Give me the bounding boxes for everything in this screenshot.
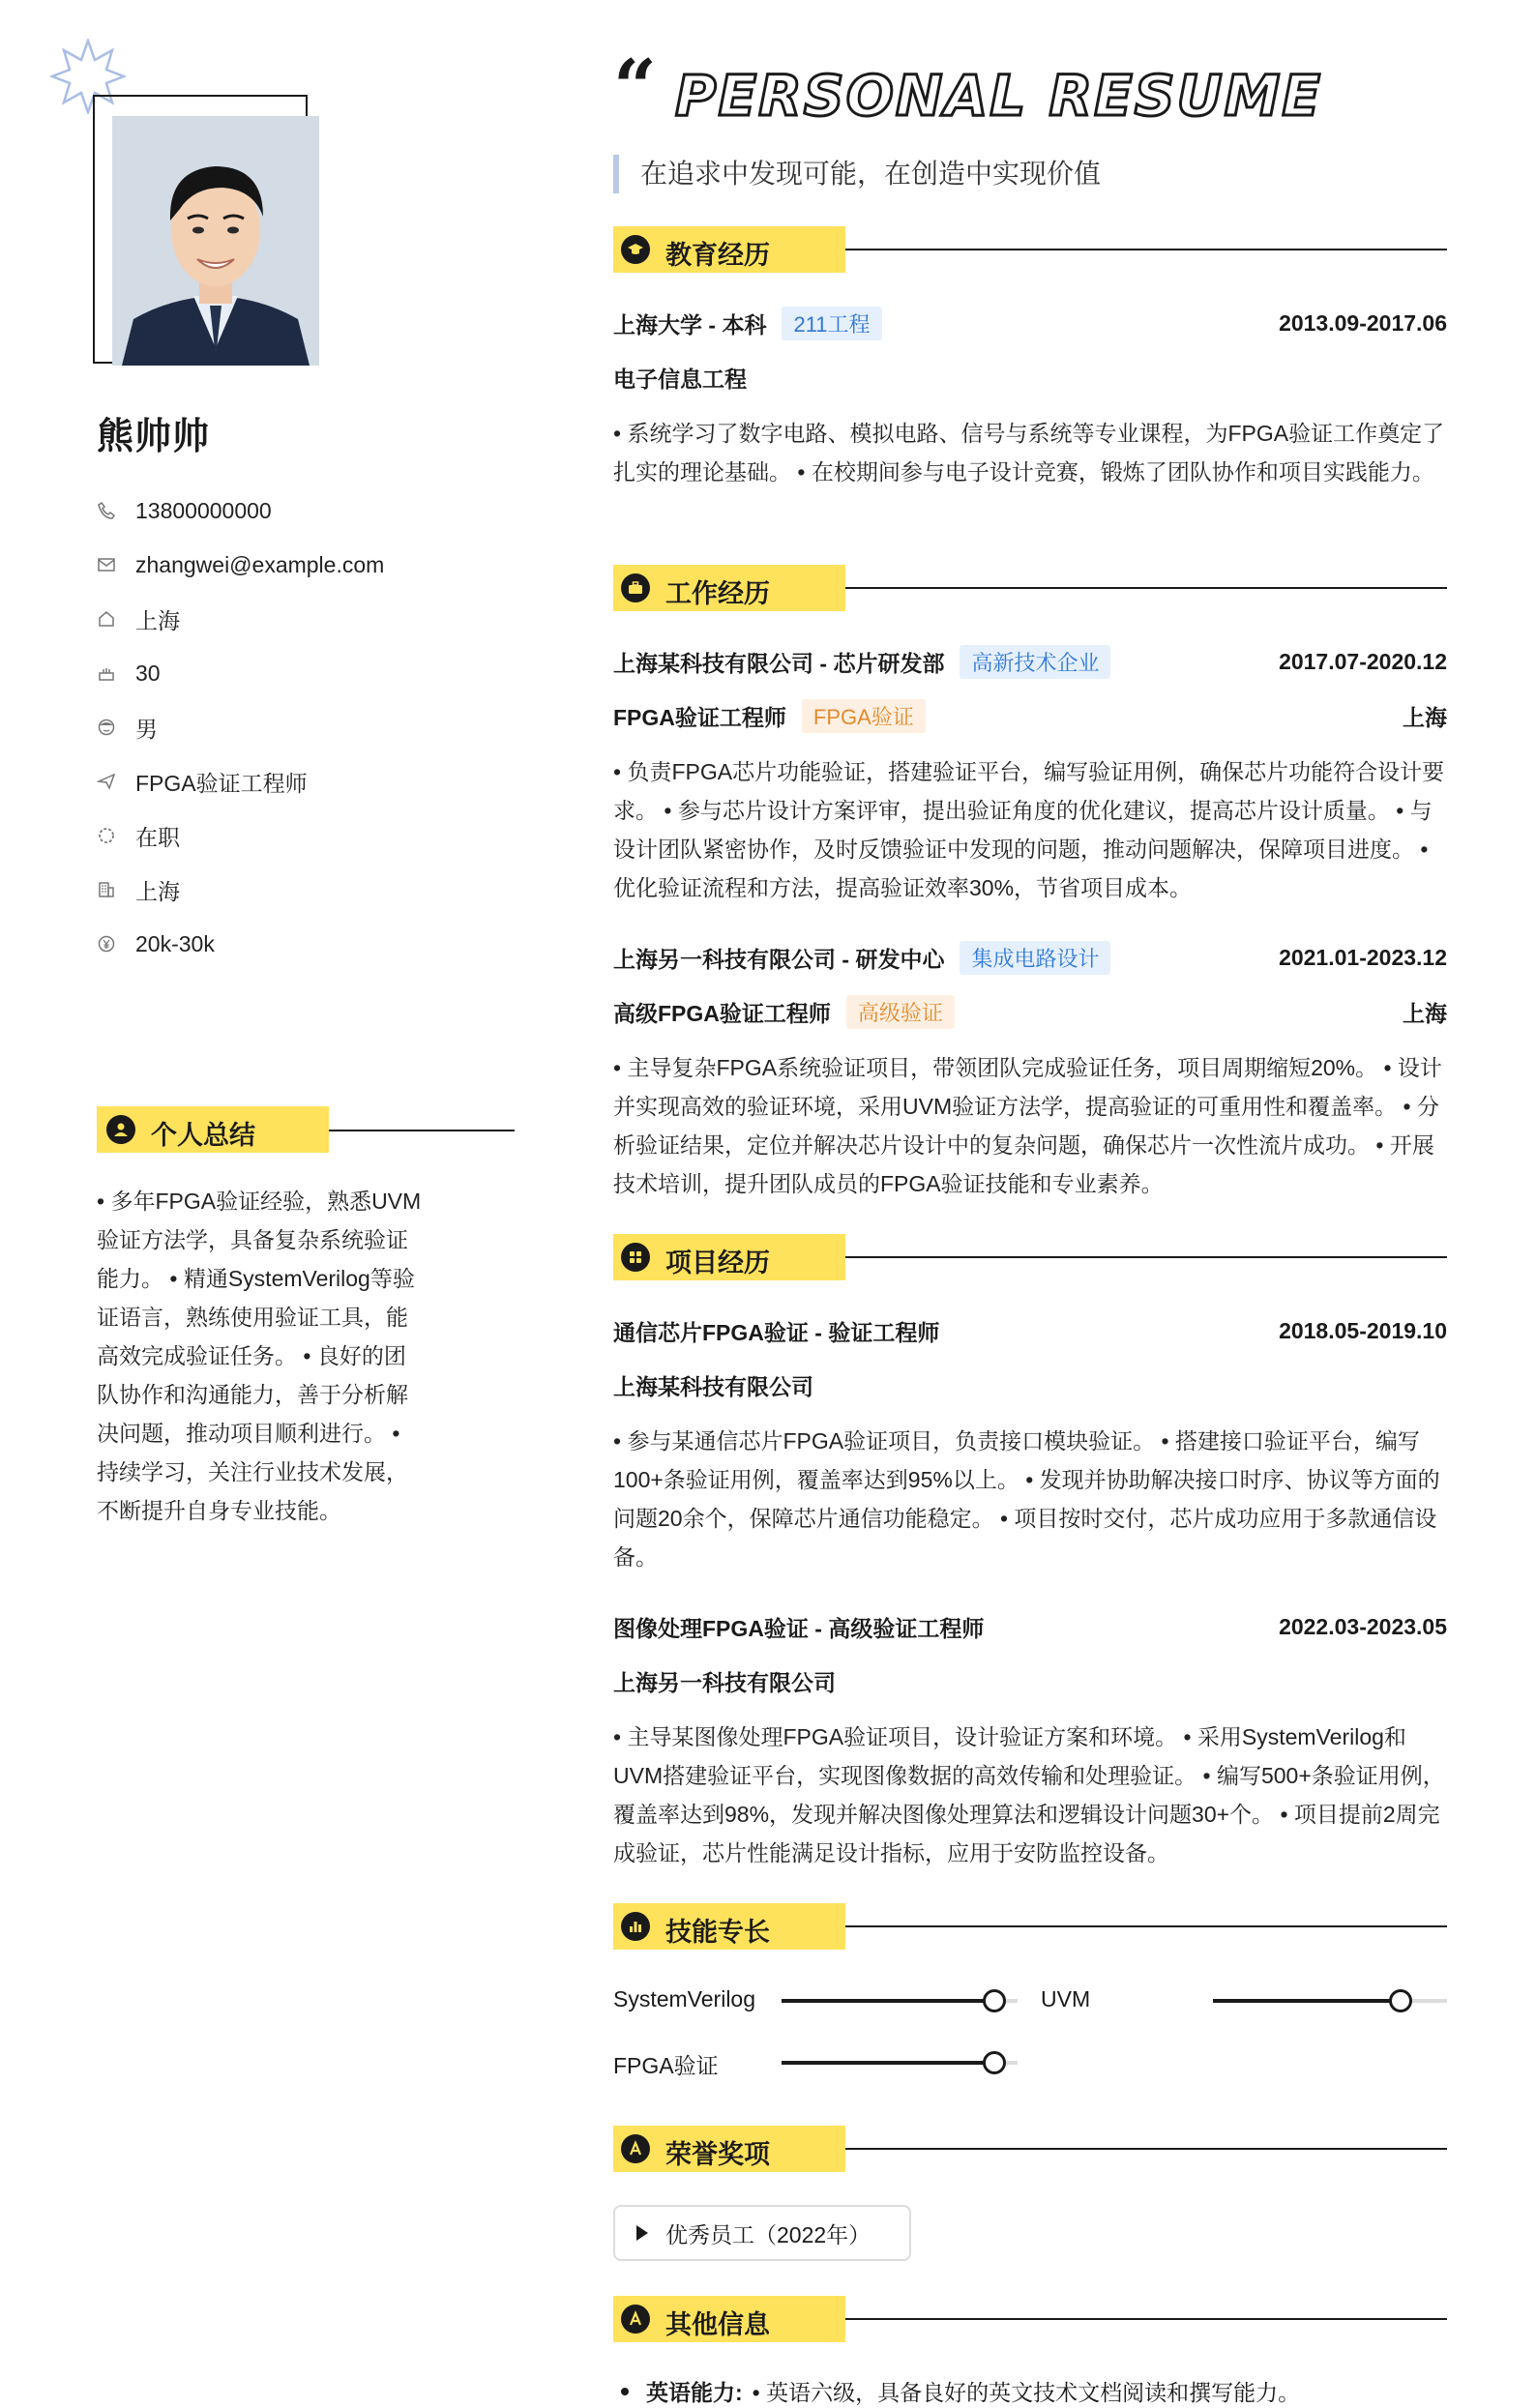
- info-age: [97, 646, 384, 700]
- avatar-photo: [112, 116, 319, 366]
- info-position: [97, 754, 384, 808]
- award-text: 优秀员工（2022年）: [665, 2221, 871, 2247]
- skill-bar: [782, 1999, 1018, 2003]
- education-header-row: [613, 304, 1447, 342]
- project-name: 图像处理FPGA验证 - 高级验证工程师: [613, 1615, 985, 1641]
- home-icon: [97, 609, 135, 629]
- skill-fill: [782, 1999, 994, 2003]
- skills-heading: [613, 1903, 1447, 1950]
- project-company: 上海某科技有限公司: [613, 1373, 813, 1399]
- project-date: 2022.03-2023.05: [1279, 1613, 1447, 1639]
- quote-mark: “: [613, 44, 657, 132]
- project-name: 通信芯片FPGA验证 - 验证工程师: [613, 1319, 940, 1345]
- work-item-desc: • 主导复杂FPGA系统验证项目，带领团队完成验证任务，项目周期缩短20%。 • 设计并实现高效的验证环境，采用UVM验证方法学，提高验证的可重用性和覆盖率。 • 分析验证结果，定位并解决芯片设计中的复杂问题，确保芯片一次性流片成功。 • 开展技术培训，提升团队成员的FPGA验证技能和专业素养。: [613, 1055, 1442, 1196]
- company-name: 上海某科技有限公司 - 芯片研发部: [613, 650, 945, 676]
- skill-name: UVM: [1041, 1986, 1091, 2012]
- info-status: [97, 808, 384, 863]
- cake-icon: [97, 663, 135, 683]
- user-icon: [106, 1115, 135, 1144]
- school-name: 上海大学 - 本科: [613, 311, 767, 338]
- info-work-city: [97, 863, 384, 917]
- work-item-header: [613, 642, 1447, 681]
- play-triangle-icon: [636, 2225, 648, 2241]
- project-date: 2018.05-2019.10: [1279, 1317, 1447, 1343]
- tagline: 在追求中发现可能，在创造中实现价值: [613, 155, 1101, 193]
- bar-chart-icon: [621, 1912, 650, 1941]
- other-title: 其他信息: [665, 2310, 770, 2339]
- graduation-cap-icon: [621, 235, 650, 264]
- role-name: 高级FPGA验证工程师: [613, 1000, 831, 1026]
- major: 电子信息工程: [613, 366, 747, 392]
- work-item-role-row: [613, 696, 1447, 735]
- skill-knob: [983, 1989, 1006, 2012]
- info-text: 上海: [135, 607, 180, 633]
- projects-title: 项目经历: [665, 1248, 770, 1277]
- education-date: 2013.09-2017.06: [1279, 309, 1447, 336]
- project-company: 上海另一科技有限公司: [613, 1669, 836, 1695]
- school-tag: 211工程: [782, 307, 881, 340]
- other-item: [613, 2375, 1300, 2407]
- award-icon: [621, 2134, 650, 2163]
- company-name: 上海另一科技有限公司 - 研发中心: [613, 946, 945, 972]
- summary-heading: [97, 1106, 418, 1153]
- info-text: 13800000000: [135, 497, 272, 523]
- work-city: 上海: [1403, 704, 1447, 730]
- summary-title: 个人总结: [151, 1121, 255, 1150]
- work-date: 2021.01-2023.12: [1279, 944, 1447, 970]
- skill-knob: [1389, 1989, 1412, 2012]
- work-city: 上海: [1403, 1000, 1447, 1026]
- work-heading: [613, 565, 1447, 611]
- awards-title: 荣誉奖项: [665, 2140, 770, 2169]
- project-item-header: [613, 1311, 1447, 1350]
- education-title: 教育经历: [665, 241, 770, 270]
- work-item-header: [613, 938, 1447, 977]
- grid-icon: [621, 1243, 650, 1272]
- briefcase-icon: [621, 573, 650, 602]
- bullet-dot: [621, 2388, 629, 2395]
- info-text: 20k-30k: [135, 930, 215, 956]
- info-text: 男: [135, 716, 158, 742]
- info-email: [97, 538, 384, 592]
- info-phone: [97, 484, 384, 538]
- skill-name: FPGA验证: [613, 2053, 719, 2078]
- role-name: FPGA验证工程师: [613, 704, 786, 730]
- education-desc: • 系统学习了数字电路、模拟电路、信号与系统等专业课程，为FPGA验证工作奠定了扎实的理论基础。 • 在校期间参与电子设计竞赛，锻炼了团队协作和项目实践能力。: [613, 421, 1445, 485]
- skills-title: 技能专长: [665, 1918, 770, 1947]
- phone-icon: [97, 501, 135, 520]
- company-tag: 集成电路设计: [960, 941, 1110, 975]
- skill-fill: [782, 2061, 994, 2065]
- info-salary: [97, 917, 384, 971]
- role-tag: FPGA验证: [802, 699, 926, 733]
- project-desc: • 主导某图像处理FPGA验证项目，设计验证方案和环境。 • 采用SystemVerilog和UVM搭建验证平台，实现图像数据的高效传输和处理验证。 • 编写500+条验证用例，覆盖率达到98%，发现并解决图像处理算法和逻辑设计问题30+个。 • 项目提前2周完成验证，芯片性能满足设计指标，应用于安防监控设备。: [613, 1724, 1445, 1865]
- contact-info-list: [97, 484, 384, 971]
- send-icon: [97, 772, 135, 791]
- projects-heading: [613, 1234, 1447, 1280]
- work-item-desc: • 负责FPGA芯片功能验证，搭建验证平台，编写验证用例，确保芯片功能符合设计要求。 • 参与芯片设计方案评审，提出验证角度的优化建议，提高芯片设计质量。 • 与设计团队紧密协作，及时反馈验证中发现的问题，推动问题解决，保障项目进度。 • 优化验证流程和方法，提高验证效率30%，节省项目成本。: [613, 759, 1445, 900]
- skill-name: SystemVerilog: [613, 1986, 756, 2012]
- building-icon: [97, 880, 135, 899]
- skill-knob: [983, 2051, 1006, 2074]
- other-text: • 英语六级，具备良好的英文技术文档阅读和撰写能力。: [752, 2380, 1301, 2405]
- company-tag: 高新技术企业: [960, 645, 1110, 679]
- info-text: 30: [135, 660, 161, 686]
- work-date: 2017.07-2020.12: [1279, 648, 1447, 674]
- project-item-header: [613, 1607, 1447, 1646]
- skill-bar: [1213, 1999, 1447, 2003]
- info-text: 上海: [135, 878, 180, 904]
- other-label: 英语能力:: [646, 2380, 743, 2405]
- work-title: 工作经历: [665, 579, 770, 608]
- award-item[interactable]: [613, 2205, 911, 2261]
- yen-icon: [97, 934, 135, 954]
- project-company-row: [613, 1661, 1447, 1700]
- info-text: FPGA验证工程师: [135, 770, 308, 796]
- project-company-row: [613, 1366, 1447, 1404]
- summary-text: • 多年FPGA验证经验，熟悉UVM验证方法学，具备复杂系统验证能力。 • 精通SystemVerilog等验证语言，熟练使用验证工具，能高效完成验证任务。 • 良好的团队协作和沟通能力，善于分析解决问题，推动项目顺利进行。 • 持续学习，关注行业技术发展，不断提升自身专业技能。: [97, 1189, 422, 1523]
- info-icon: [621, 2305, 650, 2334]
- role-tag: 高级验证: [846, 995, 955, 1029]
- info-text: 在职: [135, 824, 180, 850]
- project-desc: • 参与某通信芯片FPGA验证项目，负责接口模块验证。 • 搭建接口验证平台，编写100+条验证用例，覆盖率达到95%以上。 • 发现并协助解决接口时序、协议等方面的问题20余个，保障芯片通信功能稳定。 • 项目按时交付，芯片成功应用于多款通信设备。: [613, 1428, 1440, 1570]
- info-text: zhangwei@example.com: [135, 551, 385, 577]
- info-gender: [97, 700, 384, 754]
- education-heading: [613, 226, 1447, 273]
- other-heading: [613, 2296, 1447, 2342]
- skill-bar: [782, 2061, 1018, 2065]
- awards-heading: [613, 2126, 1447, 2172]
- mail-icon: [97, 555, 135, 574]
- education-major-row: [613, 358, 1447, 396]
- candidate-name: 熊帅帅: [97, 417, 211, 457]
- status-icon: [97, 826, 135, 845]
- info-location: [97, 592, 384, 646]
- skill-fill: [1213, 1999, 1401, 2003]
- work-item-role-row: [613, 992, 1447, 1031]
- banner-title: PERSONAL RESUME: [675, 63, 1322, 129]
- face-icon: [97, 718, 135, 737]
